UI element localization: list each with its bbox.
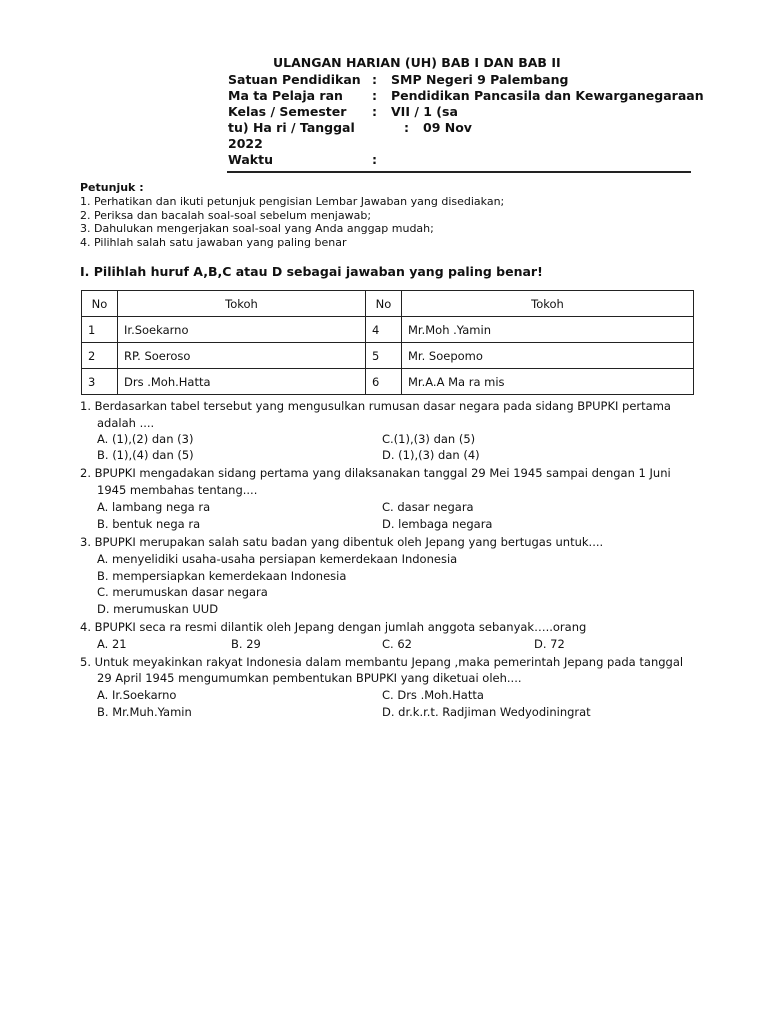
tokoh-table bbox=[81, 290, 694, 395]
sep-waktu: : bbox=[372, 152, 377, 167]
question-1-option-b: B. (1),(4) dan (5) bbox=[97, 448, 194, 462]
sep-satuan-pendidikan: : bbox=[372, 72, 377, 87]
question-5-option-c: C. Drs .Moh.Hatta bbox=[382, 688, 484, 702]
exam-title: ULANGAN HARIAN (UH) BAB I DAN BAB II bbox=[273, 55, 561, 70]
table-header-cell: No bbox=[366, 291, 402, 317]
table-cell: RP. Soeroso bbox=[118, 343, 366, 369]
sep-kelas-semester: : bbox=[372, 104, 377, 119]
question-3-option-d: D. merumuskan UUD bbox=[97, 602, 219, 616]
table-cell: 2 bbox=[82, 343, 118, 369]
value-satuan-pendidikan: SMP Negeri 9 Palembang bbox=[391, 72, 569, 87]
table-header-cell: Tokoh bbox=[402, 291, 694, 317]
petunjuk-title: Petunjuk : bbox=[80, 181, 144, 194]
label-hari-tanggal: tu) Ha ri / Tanggal bbox=[228, 120, 355, 135]
question-2-option-d: D. lembaga negara bbox=[382, 517, 493, 531]
question-2-option-c: C. dasar negara bbox=[382, 500, 474, 514]
question-4-option-d: D. 72 bbox=[534, 637, 565, 651]
question-1-text-cont: adalah .... bbox=[97, 416, 155, 430]
table-cell: Mr.Moh .Yamin bbox=[402, 317, 694, 343]
label-kelas-semester: Kelas / Semester bbox=[228, 104, 347, 119]
question-1-text: 1. Berdasarkan tabel tersebut yang mengusulkan rumusan dasar negara pada sidang BPUPKI pertama bbox=[80, 399, 671, 413]
question-2-text: 2. BPUPKI mengadakan sidang pertama yang dilaksanakan tanggal 29 Mei 1945 sampai dengan 1 Juni bbox=[80, 466, 671, 480]
question-5-option-b: B. Mr.Muh.Yamin bbox=[97, 705, 192, 719]
question-2-text-cont: 1945 membahas tentang.... bbox=[97, 483, 258, 497]
question-5-text-cont: 29 April 1945 mengumumkan pembentukan BPUPKI yang diketuai oleh.... bbox=[97, 671, 522, 685]
question-5-option-a: A. Ir.Soekarno bbox=[97, 688, 177, 702]
petunjuk-item: 1. Perhatikan dan ikuti petunjuk pengisian Lembar Jawaban yang disediakan; bbox=[80, 195, 505, 208]
question-4-text: 4. BPUPKI seca ra resmi dilantik oleh Jepang dengan jumlah anggota sebanyak…..orang bbox=[80, 620, 587, 634]
table-row bbox=[82, 369, 694, 395]
sep-mata-pelajaran: : bbox=[372, 88, 377, 103]
question-3-option-b: B. mempersiapkan kemerdekaan Indonesia bbox=[97, 569, 347, 583]
question-4-option-b: B. 29 bbox=[231, 637, 261, 651]
petunjuk-item: 3. Dahulukan mengerjakan soal-soal yang Anda anggap mudah; bbox=[80, 222, 434, 235]
question-3-text: 3. BPUPKI merupakan salah satu badan yang dibentuk oleh Jepang yang bertugas untuk.... bbox=[80, 535, 604, 549]
label-satuan-pendidikan: Satuan Pendidikan bbox=[228, 72, 361, 87]
question-5-text: 5. Untuk meyakinkan rakyat Indonesia dalam membantu Jepang ,maka pemerintah Jepang pada tanggal bbox=[80, 655, 684, 669]
petunjuk-item: 2. Periksa dan bacalah soal-soal sebelum menjawab; bbox=[80, 209, 372, 222]
question-4-option-c: C. 62 bbox=[382, 637, 412, 651]
table-cell: 5 bbox=[366, 343, 402, 369]
question-3-option-a: A. menyelidiki usaha-usaha persiapan kemerdekaan Indonesia bbox=[97, 552, 458, 566]
question-1-option-d: D. (1),(3) dan (4) bbox=[382, 448, 480, 462]
label-waktu: Waktu bbox=[228, 152, 273, 167]
petunjuk-item: 4. Pilihlah salah satu jawaban yang paling benar bbox=[80, 236, 347, 249]
value-kelas-semester: VII / 1 (sa bbox=[391, 104, 458, 119]
label-year: 2022 bbox=[228, 136, 263, 151]
question-4-option-a: A. 21 bbox=[97, 637, 127, 651]
question-5-option-d: D. dr.k.r.t. Radjiman Wedyodiningrat bbox=[382, 705, 591, 719]
table-row bbox=[82, 317, 694, 343]
table-header-cell: Tokoh bbox=[118, 291, 366, 317]
section-title: I. Pilihlah huruf A,B,C atau D sebagai jawaban yang paling benar! bbox=[80, 264, 543, 279]
question-1-option-c: C.(1),(3) dan (5) bbox=[382, 432, 476, 446]
table-cell: 3 bbox=[82, 369, 118, 395]
table-row bbox=[82, 343, 694, 369]
question-2-option-a: A. lambang nega ra bbox=[97, 500, 211, 514]
table-cell: 4 bbox=[366, 317, 402, 343]
label-mata-pelajaran: Ma ta Pelaja ran bbox=[228, 88, 343, 103]
table-header-cell: No bbox=[82, 291, 118, 317]
table-cell: Drs .Moh.Hatta bbox=[118, 369, 366, 395]
header-divider bbox=[227, 171, 691, 173]
question-2-option-b: B. bentuk nega ra bbox=[97, 517, 201, 531]
table-cell: Ir.Soekarno bbox=[118, 317, 366, 343]
table-cell: 6 bbox=[366, 369, 402, 395]
question-3-option-c: C. merumuskan dasar negara bbox=[97, 585, 268, 599]
value-mata-pelajaran: Pendidikan Pancasila dan Kewarganegaraan bbox=[391, 88, 704, 103]
table-cell: 1 bbox=[82, 317, 118, 343]
sep-hari-tanggal: : bbox=[404, 120, 409, 135]
table-cell: Mr.A.A Ma ra mis bbox=[402, 369, 694, 395]
table-cell: Mr. Soepomo bbox=[402, 343, 694, 369]
table-header-row bbox=[82, 291, 694, 317]
question-1-option-a: A. (1),(2) dan (3) bbox=[97, 432, 194, 446]
value-hari-tanggal: 09 Nov bbox=[423, 120, 472, 135]
